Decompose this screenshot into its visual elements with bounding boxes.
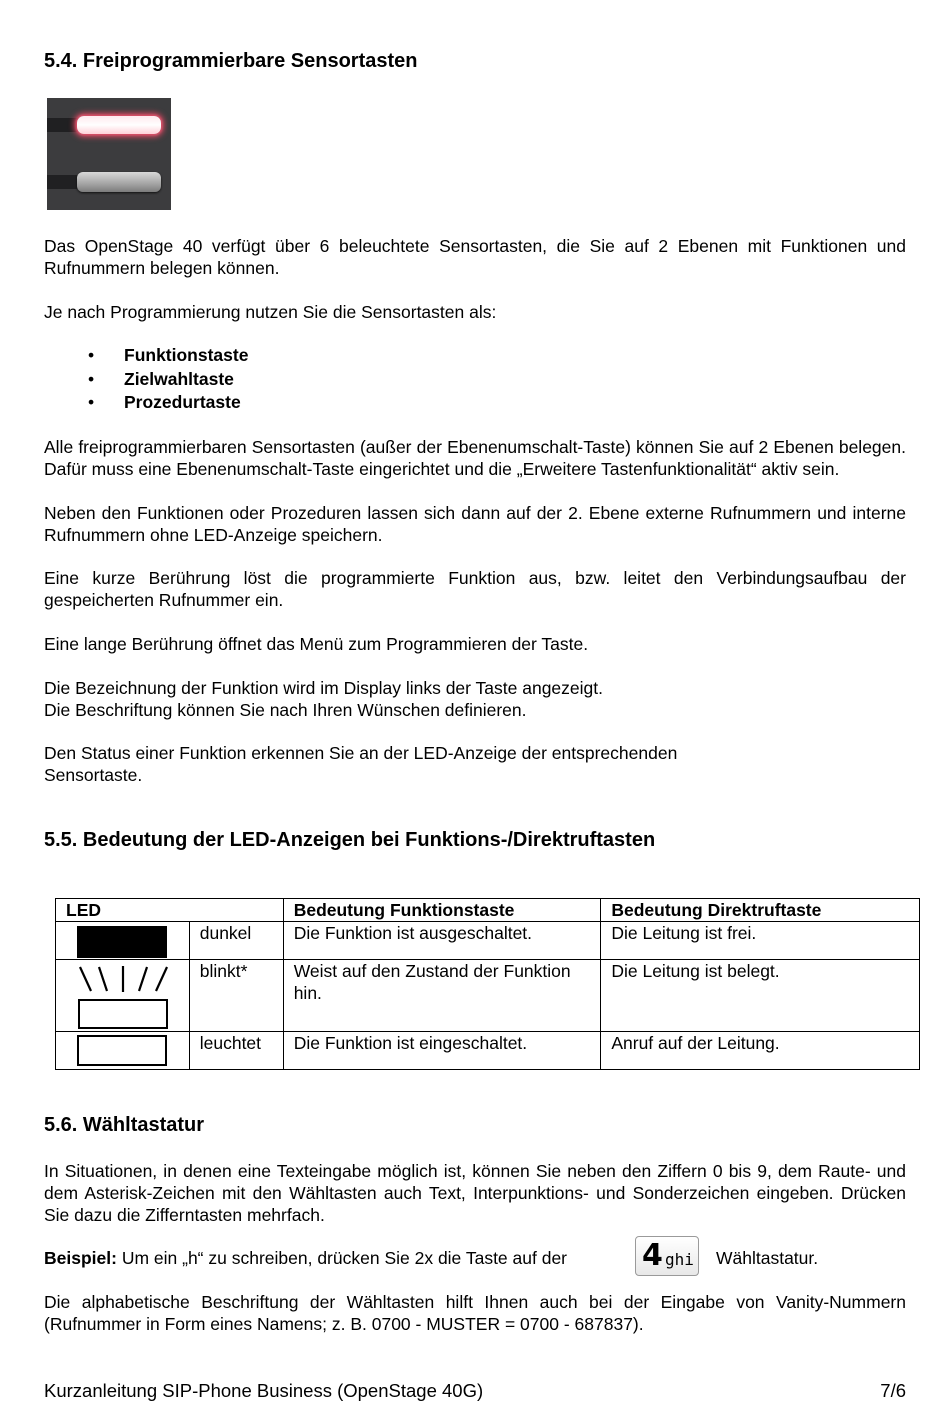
key-digit: 4 (642, 1238, 663, 1273)
example-text: Um ein „h“ zu schreiben, drücken Sie 2x die Taste auf der (121, 1248, 568, 1268)
footer-title: Kurzanleitung SIP-Phone Business (OpenStage 40G) (44, 1380, 484, 1401)
table-row (56, 960, 920, 1032)
key-letters: ghi (665, 1250, 694, 1269)
paragraph: Eine kurze Berührung löst die programmierte Funktion aus, bzw. leitet den Verbindungsaufbau der gespeicherten Rufnummer ein. (44, 568, 906, 610)
example-after: Wähltastatur. (716, 1248, 819, 1268)
led-state: dunkel (189, 922, 283, 960)
section-heading-5-6: 5.6. Wähltastatur (44, 1114, 205, 1136)
page-number: 7/6 (880, 1380, 906, 1401)
paragraph (44, 742, 906, 786)
text-line: Den Status einer Funktion erkennen Sie an der LED-Anzeige der entsprechenden (44, 743, 678, 763)
led-symbol-cell (56, 1032, 190, 1070)
key-4-ghi-icon (635, 1236, 699, 1276)
table-row (56, 922, 920, 960)
table-row (56, 1032, 920, 1070)
paragraph: Neben den Funktionen oder Prozeduren lassen sich dann auf der 2. Ebene externe Rufnummern und interne Rufnummern ohne LED-Anzeige speichern. (44, 503, 906, 545)
section-heading-5-4: 5.4. Freiprogrammierbare Sensortasten (44, 50, 418, 72)
bullet-list (88, 344, 248, 415)
example-line (44, 1247, 644, 1269)
paragraph: Je nach Programmierung nutzen Sie die Sensortasten als: (44, 302, 497, 322)
led-on-icon (77, 1035, 167, 1066)
column-header-led: LED (56, 899, 284, 922)
led-blinking-icon (78, 999, 168, 1029)
led-symbol-cell (56, 922, 190, 960)
paragraph: Eine lange Berührung öffnet das Menü zum Programmieren der Taste. (44, 634, 589, 654)
list-item: • Prozedurtaste (88, 391, 248, 415)
table-cell: Weist auf den Zustand der Funktion hin. (283, 960, 601, 1032)
table-header-row (56, 899, 920, 922)
table-cell: Die Leitung ist belegt. (601, 960, 920, 1032)
sensor-key (77, 172, 161, 192)
led-symbol-cell (56, 960, 190, 1032)
panel-slot (47, 175, 81, 189)
paragraph: Die alphabetische Beschriftung der Wähltasten hilft Ihnen auch bei der Eingabe von Vanity-Nummern (Rufnummer in Form eines Namens; z. B. 0700 - MUSTER = 0700 - 687837). (44, 1292, 906, 1334)
paragraph: In Situationen, in denen eine Texteingabe möglich ist, können Sie neben den Ziffern 0 bis 9, dem Raute- und dem Asterisk-Zeichen mit den Wähltasten auch Text, Interpunktions- und Sonderzeichen eingeben. Drücken Sie dazu die Zifferntasten mehrfach. (44, 1161, 906, 1225)
text-line: Die Beschriftung können Sie nach Ihren Wünschen definieren. (44, 700, 527, 720)
led-blink-rays-icon (77, 964, 171, 994)
table-cell: Anruf auf der Leitung. (601, 1032, 920, 1070)
led-state: leuchtet (189, 1032, 283, 1070)
led-state: blinkt* (189, 960, 283, 1032)
table-cell: Die Funktion ist ausgeschaltet. (283, 922, 601, 960)
example-label: Beispiel: (44, 1248, 117, 1268)
table-cell: Die Leitung ist frei. (601, 922, 920, 960)
paragraph: Alle freiprogrammierbaren Sensortasten (außer der Ebenenumschalt-Taste) können Sie auf 2 Ebenen belegen. Dafür muss eine Ebenenumschalt-Taste eingerichtet und die „Erweitere Tastenfunktionalität“ aktiv sein. (44, 437, 906, 479)
text-line: Sensortaste. (44, 765, 143, 785)
panel-slot (47, 118, 81, 132)
illuminated-sensor-key (77, 116, 161, 134)
sensor-keys-photo (47, 98, 171, 210)
column-header-funktionstaste: Bedeutung Funktionstaste (283, 899, 601, 922)
table-cell: Die Funktion ist eingeschaltet. (283, 1032, 601, 1070)
led-table (55, 898, 920, 1070)
section-heading-5-5: 5.5. Bedeutung der LED-Anzeigen bei Funktions-/Direktruftasten (44, 829, 656, 851)
list-item: • Zielwahltaste (88, 368, 248, 392)
text-line: Die Bezeichnung der Funktion wird im Display links der Taste angezeigt. (44, 678, 603, 698)
column-header-direktruftaste: Bedeutung Direktruftaste (601, 899, 920, 922)
list-item: • Funktionstaste (88, 344, 248, 368)
led-off-icon (77, 926, 167, 958)
paragraph (44, 677, 906, 721)
paragraph: Das OpenStage 40 verfügt über 6 beleuchtete Sensortasten, die Sie auf 2 Ebenen mit Funktionen und Rufnummern belegen können. (44, 236, 906, 278)
